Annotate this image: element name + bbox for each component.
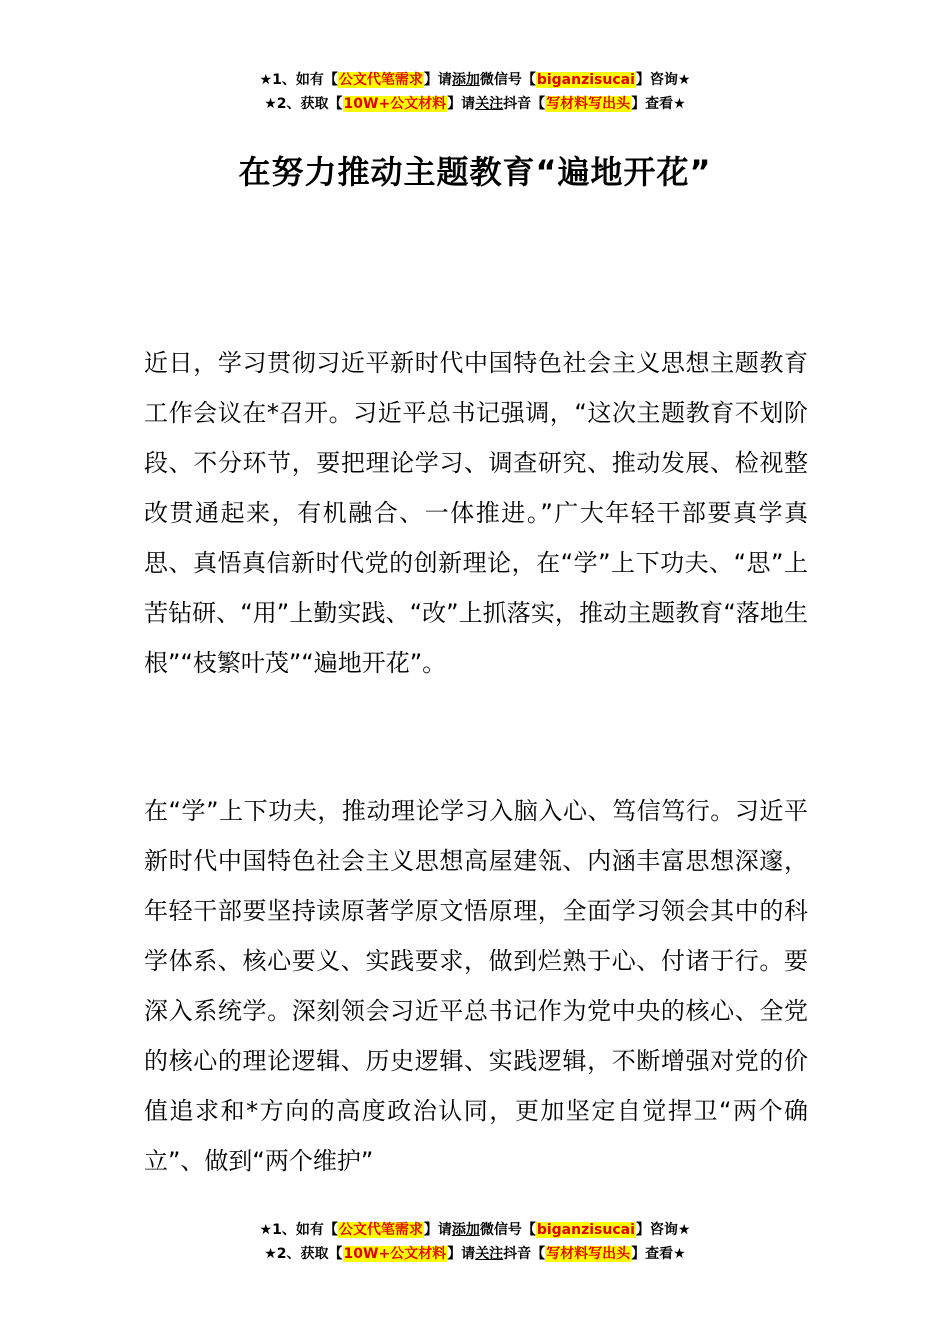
promo-text: 抖音【 xyxy=(503,1246,546,1262)
promo-underline: 添加 xyxy=(451,72,480,88)
promo-underline: 添加 xyxy=(451,1222,480,1238)
body-paragraph-2: 在“学”上下功夫，推动理论学习入脑入心、笃信笃行。习近平新时代中国特色社会主义思想高屋建瓴、内涵丰富思想深邃，年轻干部要坚持读原著学原文悟原理，全面学习领会其中的科学体系、核心要义、实践要求，做到烂熟于心、付诸于行。要深入系统学。深刻领会习近平总书记作为党中央的核心、全党的核心的理论逻辑、历史逻辑、实践逻辑，不断增强对党的价值追求和*方向的高度政治认同，更加坚定自觉捍卫“两个确立”、做到“两个维护” xyxy=(144,797,808,1175)
promo-text: ★2、获取【 xyxy=(264,96,343,112)
promo-text: ★1、如有【 xyxy=(259,72,338,88)
document-title: 在努力推动主题教育“遍地开花” xyxy=(238,153,712,191)
promo-text: ★2、获取【 xyxy=(264,1246,343,1262)
footer-promo-banner xyxy=(0,1218,950,1266)
promo-highlight: 写材料写出头 xyxy=(546,96,631,112)
promo-line-1 xyxy=(0,1218,950,1242)
promo-highlight: 公文代笔需求 xyxy=(338,1222,423,1238)
promo-highlight: 公文代笔需求 xyxy=(338,72,423,88)
promo-highlight: 写材料写出头 xyxy=(546,1246,631,1262)
promo-text: 】请 xyxy=(447,1246,476,1262)
promo-text: 微信号【 xyxy=(479,72,536,88)
promo-text: 】请 xyxy=(447,96,476,112)
promo-highlight: biganzisucai xyxy=(536,72,635,88)
promo-text: 】查看★ xyxy=(631,96,686,112)
promo-text: 】请 xyxy=(423,72,452,88)
promo-text: 】咨询★ xyxy=(635,72,691,88)
promo-text: 】请 xyxy=(423,1222,452,1238)
promo-text: 抖音【 xyxy=(503,96,546,112)
promo-text: 微信号【 xyxy=(479,1222,536,1238)
body-paragraph-1: 近日，学习贯彻习近平新时代中国特色社会主义思想主题教育工作会议在*召开。习近平总书记强调，“这次主题教育不划阶段、不分环节，要把理论学习、调查研究、推动发展、检视整改贯通起来，有机融合、一体推进。”广大年轻干部要真学真思、真悟真信新时代党的创新理论，在“学”上下功夫、“思”上苦钻研、“用”上勤实践、“改”上抓落实，推动主题教育“落地生根”“枝繁叶茂”“遍地开花”。 xyxy=(144,349,808,677)
promo-line-2 xyxy=(0,1242,950,1266)
promo-underline: 关注 xyxy=(475,96,504,112)
promo-line-1 xyxy=(0,68,950,92)
header-promo-banner xyxy=(0,68,950,116)
promo-text: 】咨询★ xyxy=(635,1222,691,1238)
promo-highlight: biganzisucai xyxy=(536,1222,635,1238)
promo-text: ★1、如有【 xyxy=(259,1222,338,1238)
promo-highlight: 10W+公文材料 xyxy=(343,96,447,112)
promo-underline: 关注 xyxy=(475,1246,504,1262)
promo-text: 】查看★ xyxy=(631,1246,686,1262)
promo-highlight: 10W+公文材料 xyxy=(343,1246,447,1262)
promo-line-2 xyxy=(0,92,950,116)
